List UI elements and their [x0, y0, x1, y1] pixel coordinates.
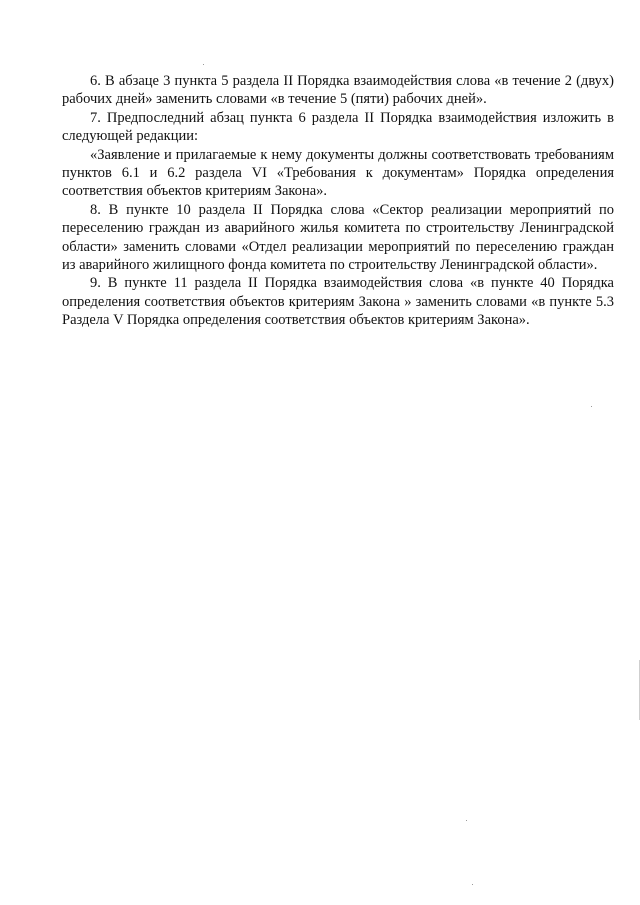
scan-speck — [591, 406, 592, 407]
paragraph-item-8: 8. В пункте 10 раздела II Порядка слова «Сектор реализации мероприятий по переселению граждан из аварийного жилья комитета по строительству Ленинградской области» заменить словами «Отдел реализации мероприятий по переселению граждан из аварийного жилищного фонда комитета по строительству Ленинградской области». — [62, 201, 614, 274]
paragraph-quoted-text: «Заявление и прилагаемые к нему документы должны соответствовать требованиям пунктов 6.1 и 6.2 раздела VI «Требования к документам» Порядка определения соответствия объектов критериям Закона». — [62, 146, 614, 200]
scan-edge-mark — [635, 660, 640, 720]
paragraph-item-6: 6. В абзаце 3 пункта 5 раздела II Порядка взаимодействия слова «в течение 2 (двух) рабочих дней» заменить словами «в течение 5 (пяти) рабочих дней». — [62, 73, 614, 108]
scan-speck — [472, 884, 473, 885]
paragraph-item-9: 9. В пункте 11 раздела II Порядка взаимодействия слова «в пункте 40 Порядка определения соответствия объектов критериям Закона » заменить словами «в пункте 5.3 Раздела V Порядка определения соответствия объектов критериям Закона». — [62, 275, 614, 329]
scan-speck — [203, 64, 204, 65]
document-body — [62, 72, 614, 330]
paragraph-item-7: 7. Предпоследний абзац пункта 6 раздела II Порядка взаимодействия изложить в следующей редакции: — [62, 109, 614, 145]
scan-speck — [466, 820, 467, 821]
